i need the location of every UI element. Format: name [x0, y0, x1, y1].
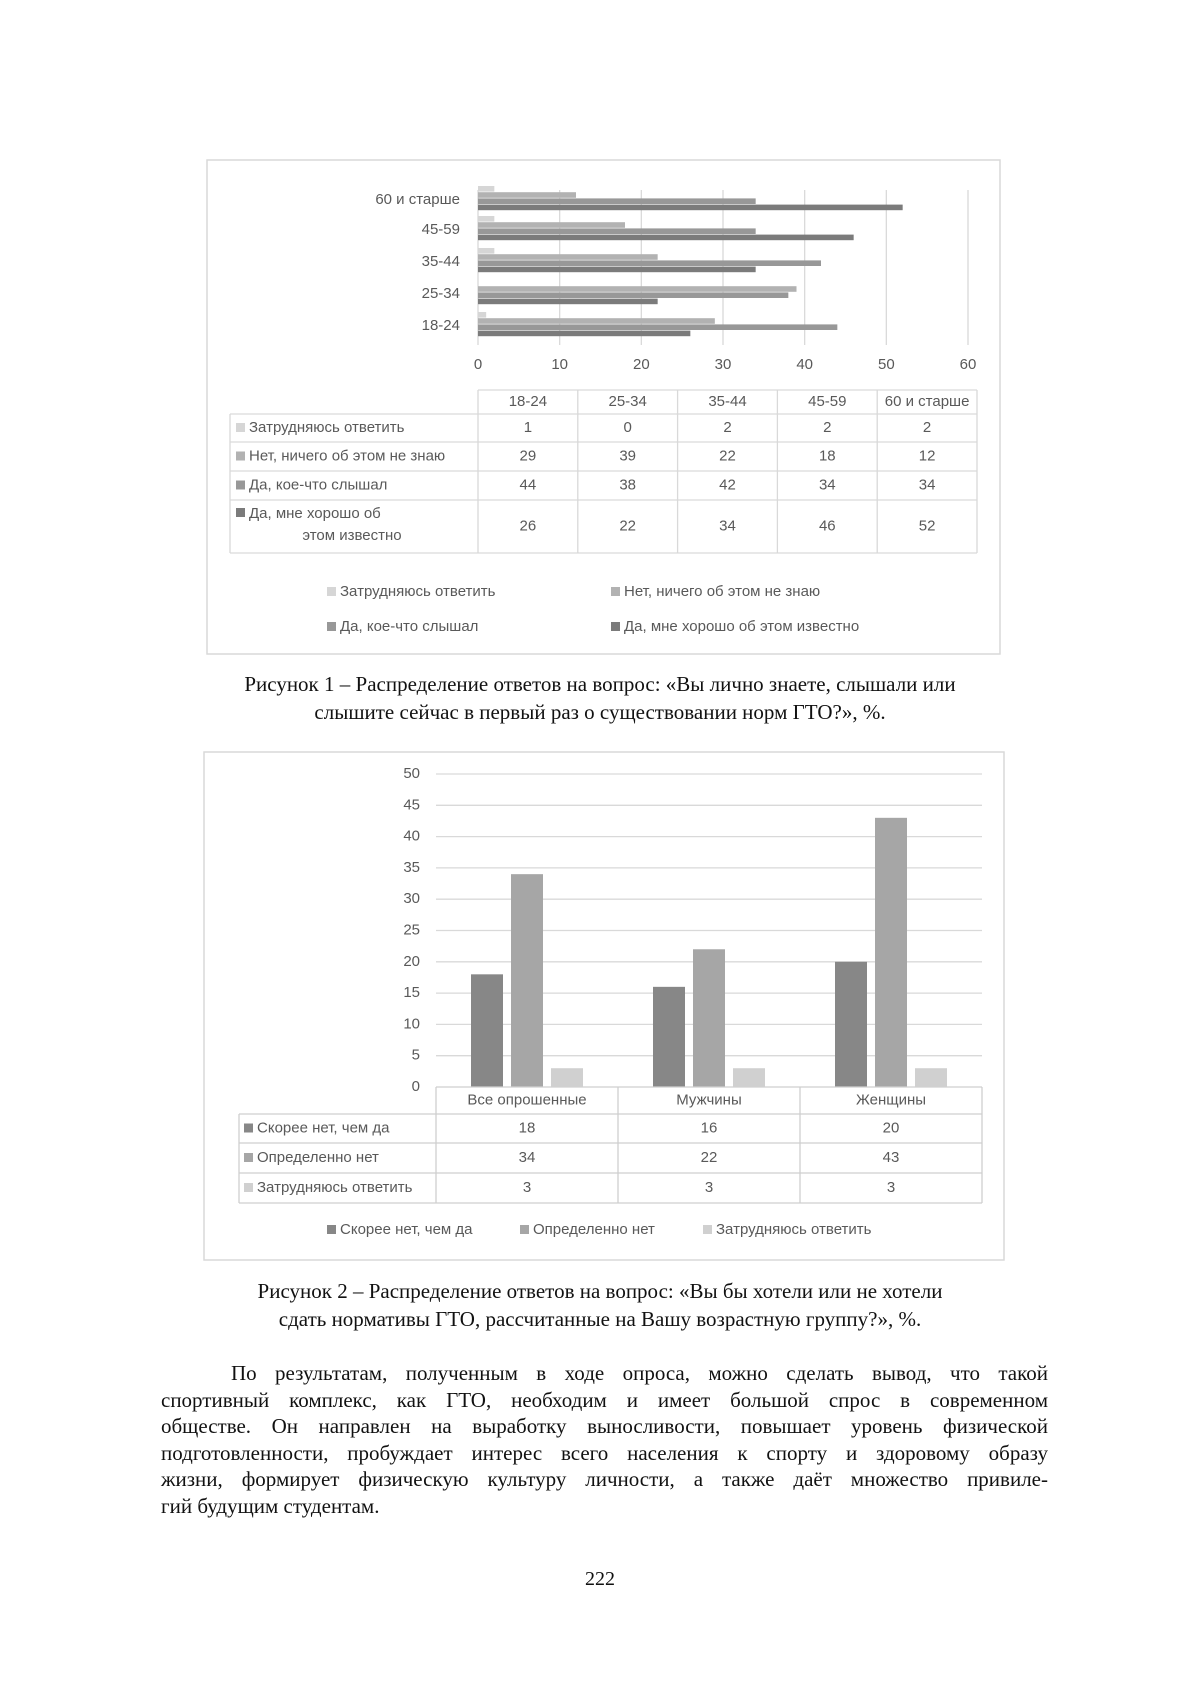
- x-tick-label: 0: [474, 356, 482, 373]
- label-part: этом известно: [302, 527, 401, 544]
- bar-0-2: [478, 324, 837, 330]
- paragraph-line: По результатам, полученным в ходе опроса, можно сделать вывод, что такой: [161, 1360, 1048, 1387]
- table-cell: 3: [887, 1179, 895, 1196]
- bar-0-1: [511, 874, 543, 1087]
- table-row-label: Затрудняюсь ответить: [249, 419, 405, 436]
- legend-key-swatch: [236, 481, 245, 490]
- legend-label: Определенно нет: [533, 1221, 655, 1238]
- bar-1-2: [733, 1068, 765, 1087]
- legend-swatch: [520, 1225, 529, 1234]
- label-part: Да, мне хорошо об: [249, 505, 381, 522]
- bar-1-1: [478, 286, 797, 292]
- legend-key-swatch: [244, 1183, 253, 1192]
- bar-0-2: [551, 1068, 583, 1087]
- legend-swatch: [611, 622, 620, 631]
- bar-4-0: [478, 186, 494, 192]
- bar-3-3: [478, 235, 854, 241]
- table-cell: 0: [624, 419, 632, 436]
- bar-3-0: [478, 216, 494, 222]
- x-tick-label: 60: [960, 356, 977, 373]
- table-header: 35-44: [708, 393, 746, 410]
- table-cell: 34: [519, 1149, 536, 1166]
- table-header: 60 и старше: [885, 393, 970, 410]
- paragraph-line: подготовленности, пробуждает интерес всего населения к спорту и здоровому образу: [161, 1440, 1048, 1467]
- table-cell: 44: [520, 476, 537, 493]
- table-cell: 38: [619, 476, 636, 493]
- table-row-label: Да, кое-что слышал: [249, 476, 387, 493]
- paragraph-line: жизни, формирует физическую культуру личности, а также даёт множество привиле-: [161, 1466, 1048, 1493]
- x-tick-label: 10: [551, 356, 568, 373]
- table-row-label: Определенно нет: [257, 1149, 379, 1166]
- table-header: 45-59: [808, 393, 846, 410]
- legend-swatch: [327, 1225, 336, 1234]
- table-header: 25-34: [609, 393, 647, 410]
- legend-label: Затрудняюсь ответить: [340, 583, 496, 600]
- bar-1-2: [478, 292, 788, 298]
- x-tick-label: 30: [715, 356, 732, 373]
- legend-label: Затрудняюсь ответить: [716, 1221, 872, 1238]
- page-number: 222: [0, 1568, 1200, 1591]
- table-row-label: Скорее нет, чем да: [257, 1119, 390, 1136]
- table-row-label: Затрудняюсь ответить: [257, 1179, 413, 1196]
- bar-2-3: [478, 267, 756, 273]
- table-cell: 16: [701, 1119, 718, 1136]
- legend-key-swatch: [236, 508, 245, 517]
- legend-key-swatch: [244, 1153, 253, 1162]
- x-tick-label: 40: [796, 356, 813, 373]
- y-tick-label: 50: [403, 765, 420, 782]
- table-cell: 42: [719, 476, 736, 493]
- legend-swatch: [327, 587, 336, 596]
- table-cell: 1: [524, 419, 532, 436]
- table-header: 18-24: [509, 393, 547, 410]
- bar-4-2: [478, 198, 756, 204]
- table-cell: 26: [520, 517, 537, 534]
- y-tick-label: 30: [403, 890, 420, 907]
- bar-0-1: [478, 318, 715, 324]
- table-cell: 12: [919, 447, 936, 464]
- legend-label: Скорее нет, чем да: [340, 1221, 473, 1238]
- table-cell: 2: [823, 419, 831, 436]
- table-cell: 3: [705, 1179, 713, 1196]
- caption-line: слышите сейчас в первый раз о существовании норм ГТО?», %.: [0, 698, 1200, 726]
- legend-key-swatch: [236, 452, 245, 461]
- bar-2-0: [835, 962, 867, 1087]
- table-row-label: Нет, ничего об этом не знаю: [249, 447, 445, 464]
- legend-label: Да, кое-что слышал: [340, 618, 478, 635]
- bar-3-1: [478, 222, 625, 228]
- bar-4-1: [478, 192, 576, 198]
- category-label: 45-59: [422, 221, 460, 238]
- category-label: 35-44: [422, 253, 460, 270]
- table-cell: 43: [883, 1149, 900, 1166]
- y-tick-label: 15: [403, 984, 420, 1001]
- bar-2-1: [875, 818, 907, 1087]
- bar-0-0: [471, 974, 503, 1087]
- caption-line: Рисунок 1 – Распределение ответов на вопрос: «Вы лично знаете, слышали или: [0, 670, 1200, 698]
- table-cell: 20: [883, 1119, 900, 1136]
- table-cell: 46: [819, 517, 836, 534]
- body-paragraph: [161, 1360, 1048, 1519]
- figure-1-caption: [0, 670, 1200, 726]
- bar-2-2: [915, 1068, 947, 1087]
- chart-1-frame: [207, 160, 1000, 654]
- table-cell: 34: [919, 476, 936, 493]
- category-label: 60 и старше: [375, 191, 460, 208]
- legend-label: Нет, ничего об этом не знаю: [624, 583, 820, 600]
- bar-0-0: [478, 312, 486, 318]
- bar-3-2: [478, 228, 756, 234]
- legend-label: Да, мне хорошо об этом известно: [624, 618, 859, 635]
- legend-swatch: [703, 1225, 712, 1234]
- table-header: Все опрошенные: [467, 1091, 586, 1108]
- table-cell: 22: [619, 517, 636, 534]
- table-cell: 18: [519, 1119, 536, 1136]
- y-tick-label: 20: [403, 953, 420, 970]
- bar-1-3: [478, 299, 658, 305]
- legend-key-swatch: [244, 1124, 253, 1133]
- table-cell: 39: [619, 447, 636, 464]
- table-cell: 29: [520, 447, 537, 464]
- y-tick-label: 5: [412, 1047, 420, 1064]
- table-cell: 52: [919, 517, 936, 534]
- legend-key-swatch: [236, 423, 245, 432]
- bar-2-2: [478, 260, 821, 266]
- y-tick-label: 35: [403, 859, 420, 876]
- caption-line: Рисунок 2 – Распределение ответов на вопрос: «Вы бы хотели или не хотели: [0, 1277, 1200, 1305]
- table-cell: 2: [723, 419, 731, 436]
- paragraph-line: спортивный комплекс, как ГТО, необходим и имеет большой спрос в современном: [161, 1387, 1048, 1414]
- y-tick-label: 40: [403, 828, 420, 845]
- table-cell: 22: [701, 1149, 718, 1166]
- legend-swatch: [611, 587, 620, 596]
- y-tick-label: 0: [412, 1078, 420, 1095]
- x-tick-label: 50: [878, 356, 895, 373]
- category-label: 18-24: [422, 317, 460, 334]
- y-tick-label: 45: [403, 796, 420, 813]
- figure-2-caption: [0, 1277, 1200, 1333]
- bar-2-0: [478, 248, 494, 254]
- x-tick-label: 20: [633, 356, 650, 373]
- table-cell: 18: [819, 447, 836, 464]
- y-tick-label: 10: [403, 1015, 420, 1032]
- bar-2-1: [478, 254, 658, 260]
- bar-1-0: [653, 987, 685, 1087]
- caption-line: сдать нормативы ГТО, рассчитанные на Вашу возрастную группу?», %.: [0, 1305, 1200, 1333]
- legend-swatch: [327, 622, 336, 631]
- table-header: Мужчины: [676, 1091, 741, 1108]
- paragraph-line: обществе. Он направлен на выработку выносливости, повышает уровень физической: [161, 1413, 1048, 1440]
- category-label: 25-34: [422, 285, 460, 302]
- bar-1-1: [693, 949, 725, 1087]
- table-cell: 34: [719, 517, 736, 534]
- bar-0-3: [478, 331, 690, 337]
- table-cell: 2: [923, 419, 931, 436]
- paragraph-line: гий будущим студентам.: [161, 1493, 1048, 1520]
- bar-4-3: [478, 205, 903, 211]
- table-cell: 22: [719, 447, 736, 464]
- table-cell: 3: [523, 1179, 531, 1196]
- table-cell: 34: [819, 476, 836, 493]
- table-header: Женщины: [856, 1091, 926, 1108]
- y-tick-label: 25: [403, 921, 420, 938]
